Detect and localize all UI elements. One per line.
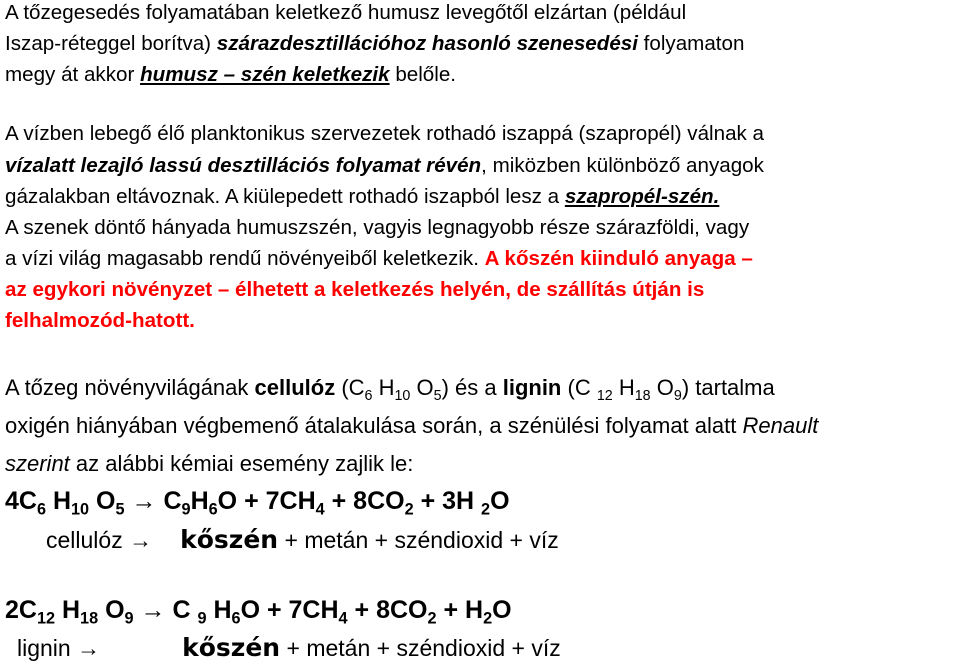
p2-line4: A szenek döntő hányada humuszszén, vagyis legnagyobb része szárazföldi, vagy [5,216,750,239]
p2-line2: vízalatt lezajló lassú desztillációs folyamat révén, miközben különböző anyagok [5,154,764,177]
p2-line1: A vízben lebegő élő planktonikus szervezetek rothadó iszappá (szapropél) válnak a [5,122,764,145]
p2-line6: az egykori növényzet – élhetett a keletkezés helyén, de szállítás útján is [5,278,705,301]
equation-lignin-words: lignin → kőszén + metán + széndioxid + víz [17,633,561,662]
p3-line1: A tőzeg növényvilágának cellulóz ($C_6$ $H_{10}$ $O_5$) és a lignin (C $_{12}$ $H_{18}$ $O_9$) tartalma [5,375,775,404]
equation-cellulose: $4C_6$ $H_{10}$ $O_5 \to C_9H_6O + 7CH_4 + 8CO_2 + 3H$ $_2$O [5,487,510,519]
p1-line2: Iszap-réteggel borítva) szárazdesztillációhoz hasonló szenesedési folyamaton [5,32,745,55]
p2-line3: gázalakban eltávoznak. A kiülepedett rothadó iszapból lesz a szapropél-szén. [5,185,720,208]
equation-lignin: $2C_{12}$ $H_{18}$ $O_9 \to C$ $_9$ $H_6O + 7CH_4 + 8CO_2 + H_2O$ [5,596,512,628]
coal-word: kőszén [182,633,281,662]
p2-line5: a vízi világ magasabb rendű növényeiből keletkezik. A kőszén kiinduló anyaga – [5,247,753,270]
p3-line3: szerint az alábbi kémiai esemény zajlik le: [5,451,414,476]
p2-line7: felhalmozód-hatott. [5,309,195,332]
coal-word: kőszén [180,525,279,554]
p1-line3: megy át akkor humusz – szén keletkezik belőle. [5,63,457,86]
p1-line1: A tőzegesedés folyamatában keletkező humusz levegőtől elzártan (például [5,1,687,24]
equation-cellulose-words: cellulóz → kőszén + metán + széndioxid + víz [46,525,559,554]
p3-line2: oxigén hiányában végbemenő átalakulása során, a szénülési folyamat alatt Renault [5,413,819,438]
